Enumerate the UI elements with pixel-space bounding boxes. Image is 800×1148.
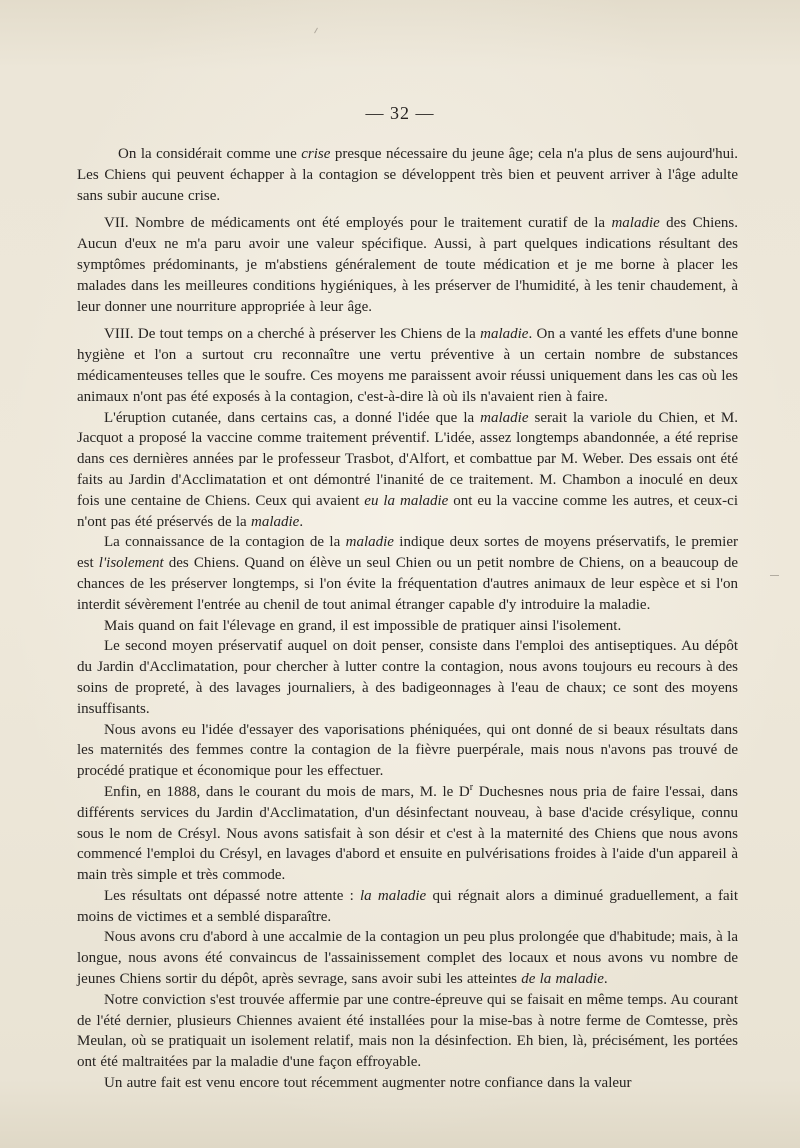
text-run: VII. Nombre de médicaments ont été employés pour le traitement curatif de la <box>104 215 612 232</box>
italic-term: maladie <box>480 409 529 426</box>
paragraph <box>77 144 738 206</box>
italic-term: de la maladie <box>521 971 604 988</box>
paragraph: Notre conviction s'est trouvée affermie par une contre-épreuve qui se faisait en même temps. Au courant de l'été dernier, plusieurs Chiennes avaient été installées pour la mise-bas à notre ferme de Comtesse, près Meulan, où se pratiquait un isolement relatif, mais non la désinfection. Eh bien, là, précisément, les portées ont été maltraitées par la maladie d'une façon effroyable. <box>77 991 738 1071</box>
text-run: Nous avons cru d'abord à une accalmie de la contagion un peu plus prolongée que d'habitude; mais, à la longue, nous avons été convaincus de l'assainissement complet des locaux et nous avons vu nombre de jeunes Chiens sortir du dépôt, après sevrage, sans avoir subi les atteintes <box>77 929 738 988</box>
text-run: des Chiens. Quand on élève un seul Chien ou un petit nombre de Chiens, on a beaucoup de chances de les préserver longtemps, si l'on évite la fréquentation d'autres animaux de leur espèce et si l'on interdit sévèrement l'entrée au chenil de tout animal étranger capable d'y introduire la maladie. <box>77 555 738 613</box>
italic-term: maladie <box>611 215 660 232</box>
paragraph-section-vii <box>77 213 738 317</box>
paragraph: Un autre fait est venu encore tout récemment augmenter notre confiance dans la valeur <box>104 1075 632 1092</box>
text-run: . On a vanté les effets d'une bonne hygiène et l'on a surtout cru reconnaître une vertu préventive à un certain nombre de substances médicamenteuses telles que le soufre. Ces moyens me paraissent avoir réussi uniquement dans les cas où les animaux n'ont pas été exposés à la contagion, c'est-à-dire là où ils n'avaient rien à faire. <box>77 326 738 405</box>
paragraph <box>77 927 738 989</box>
paragraph <box>77 408 738 533</box>
italic-term: maladie <box>345 534 394 551</box>
paragraph <box>77 532 738 615</box>
text-run: ont eu la vaccine comme les autres, et ceux-ci n'ont pas été préservés de la <box>77 492 738 530</box>
italic-term: l'isolement <box>98 555 164 572</box>
text-run: presque nécessaire du jeune âge; cela n'a plus de sens aujourd'hui. Les Chiens qui peuvent échapper à la contagion se développent très bien et peuvent arriver à l'âge adulte sans subir aucune crise. <box>77 146 738 204</box>
text-run: La connaissance de la contagion de la <box>104 534 346 551</box>
paragraph: Le second moyen préservatif auquel on doit penser, consiste dans l'emploi des antiseptiques. Au dépôt du Jardin d'Acclimatation, pour chercher à lutter contre la contagion, nous avons toujours eu recours à des soins de propreté, à des lavages journaliers, à des badigeonnages à l'eau de chaux; ce sont des moyens insuffisants. <box>77 638 738 717</box>
text-run: Enfin, en 1888, dans le courant du mois de mars, M. le D <box>104 783 470 800</box>
text-run: On la considérait comme une <box>118 146 302 162</box>
italic-term: crise <box>301 146 331 162</box>
italic-term: eu la maladie <box>364 492 449 509</box>
italic-term: maladie <box>250 513 300 530</box>
text-run: des Chiens. Aucun d'eux ne m'a paru avoir une valeur spécifique. Aussi, à part quelques indications résultant des symptômes prédominants, je m'abstiens généralement de toute médication et je me borne à placer les malades dans les meilleures conditions hygiéniques, à les préserver de l'humidité, à les tenir chaudement, à leur donner une nourriture appropriée à leur âge. <box>77 215 738 315</box>
ink-speck <box>314 28 318 34</box>
text-run: . <box>603 971 608 988</box>
text-run: Duchesnes nous pria de faire l'essai, dans différents services du Jardin d'Acclimatation, d'un désinfectant nouveau, à base d'acide crésylique, connu sous le nom de Crésyl. Nous avons satisfait à son désir et c'est à la maternité des Chiens que nous avons commencé l'emploi du Crésyl, en lavages d'abord et ensuite en pulvérisations froides à l'aide d'un appareil à main très simple et très commode. <box>77 783 738 884</box>
superscript: r <box>469 781 474 793</box>
text-run: qui régnait alors a diminué graduellement, a fait moins de victimes et a semblé disparaître. <box>77 887 738 925</box>
body-text <box>77 144 738 1094</box>
text-run: indique deux sortes de moyens préservatifs, le premier est <box>77 534 738 572</box>
text-run: Les résultats ont dépassé notre attente : <box>104 887 360 904</box>
text-run: VIII. De tout temps on a cherché à préserver les Chiens de la <box>104 326 481 343</box>
italic-term: la maladie <box>360 887 427 904</box>
ink-speck <box>770 575 779 576</box>
text-run: . <box>299 513 304 530</box>
paragraph <box>77 886 738 928</box>
paragraph <box>77 782 738 886</box>
text-run: serait la variole du Chien, et M. Jacquot a proposé la vaccine comme traitement préventif. L'idée, assez longtemps abandonnée, a été reprise dans ces dernières années par le professeur Trasbot, d'Alfort, et combattue par M. Weber. Des essais ont été faits au Jardin d'Acclimatation et ont démontré l'inanité de ce traitement. M. Chambon a inoculé en deux fois une centaine de Chiens. Ceux qui avaient <box>77 409 738 509</box>
paragraph-section-viii <box>77 324 738 407</box>
paragraph: Nous avons eu l'idée d'essayer des vaporisations phéniquées, qui ont donné de si beaux résultats dans les maternités des femmes contre la contagion de la fièvre puerpérale, mais nous n'avons pas trouvé de procédé pratique et économique pour les effectuer. <box>77 721 738 780</box>
page-number: — 32 — <box>365 103 435 123</box>
text-run: L'éruption cutanée, dans certains cas, a donné l'idée que la <box>104 409 481 426</box>
italic-term: maladie <box>480 326 529 343</box>
paragraph: Mais quand on fait l'élevage en grand, il est impossible de pratiquer ainsi l'isolement. <box>104 617 622 634</box>
